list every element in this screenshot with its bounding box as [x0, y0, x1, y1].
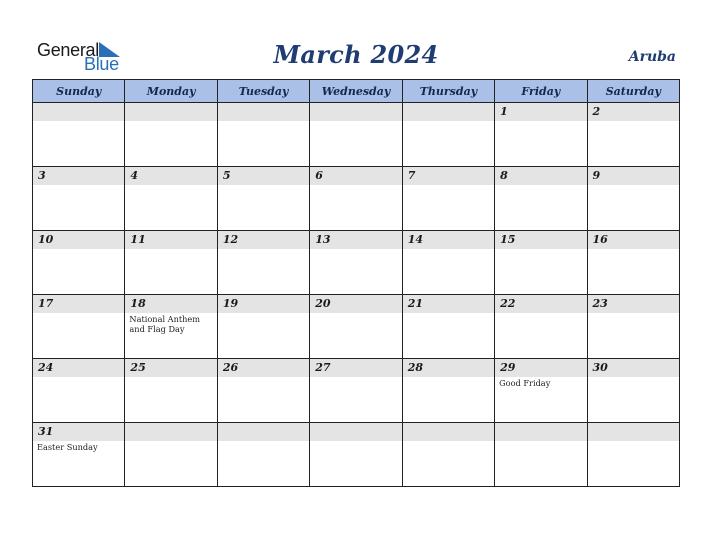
day-number-bar [310, 423, 401, 441]
day-cell [33, 231, 125, 295]
day-number: 28 [407, 361, 423, 374]
day-number-bar [33, 423, 124, 441]
day-number-bar [403, 103, 494, 121]
day-number-bar [218, 167, 309, 185]
day-cell [125, 359, 217, 423]
day-cell [495, 295, 587, 359]
day-cell [217, 295, 309, 359]
day-number-bar [495, 231, 586, 249]
day-number-bar [403, 231, 494, 249]
day-cell [495, 231, 587, 295]
day-number-bar [495, 423, 586, 441]
week-row [33, 423, 680, 487]
day-cell [587, 295, 679, 359]
day-cell [587, 103, 679, 167]
day-number-bar [495, 295, 586, 313]
day-number-bar [33, 359, 124, 377]
day-number: 21 [407, 297, 423, 310]
day-number: 20 [315, 297, 331, 310]
day-number: 24 [38, 361, 54, 374]
day-number: 13 [315, 233, 331, 246]
holiday-event: Good Friday [499, 378, 551, 388]
week-row [33, 359, 680, 423]
day-number-bar [495, 167, 586, 185]
week-row [33, 103, 680, 167]
day-number-bar [33, 231, 124, 249]
day-cell [33, 103, 125, 167]
day-cell [310, 231, 402, 295]
day-number: 31 [38, 425, 54, 438]
day-number-bar [125, 423, 216, 441]
day-cell [587, 359, 679, 423]
day-number-bar [310, 231, 401, 249]
day-cell [587, 167, 679, 231]
day-cell [402, 103, 494, 167]
day-number-bar [588, 423, 679, 441]
day-number: 14 [407, 233, 423, 246]
day-cell [402, 231, 494, 295]
day-cell [217, 103, 309, 167]
weekday-header: Tuesday [217, 80, 309, 103]
day-cell [402, 167, 494, 231]
day-cell [310, 359, 402, 423]
day-cell [495, 359, 587, 423]
day-number: 2 [592, 105, 601, 118]
day-number: 10 [38, 233, 54, 246]
day-number-bar [310, 167, 401, 185]
day-cell [125, 231, 217, 295]
day-number-bar [33, 295, 124, 313]
day-number-bar [588, 231, 679, 249]
holiday-event: National Anthem and Flag Day [129, 314, 201, 334]
day-cell [33, 167, 125, 231]
day-cell [125, 167, 217, 231]
country-label: Aruba [628, 49, 676, 65]
day-number: 26 [222, 361, 239, 374]
week-row [33, 295, 680, 359]
day-number-bar [310, 359, 401, 377]
day-number-bar [218, 231, 309, 249]
day-cell [217, 167, 309, 231]
day-number-bar [310, 295, 401, 313]
day-number-bar [125, 103, 216, 121]
day-number: 27 [315, 361, 331, 374]
day-number: 4 [130, 169, 139, 182]
day-cell [402, 295, 494, 359]
day-number: 12 [222, 233, 239, 246]
day-number-bar [403, 423, 494, 441]
day-cell [310, 103, 402, 167]
day-cell [33, 359, 125, 423]
day-number: 29 [500, 361, 516, 374]
day-number: 16 [592, 233, 608, 246]
day-cell [402, 359, 494, 423]
day-cell [217, 423, 309, 487]
day-number-bar [403, 167, 494, 185]
day-number: 30 [592, 361, 608, 374]
logo-text-general: General [37, 40, 99, 60]
day-cell [125, 103, 217, 167]
day-number-bar [125, 231, 216, 249]
day-cell [402, 423, 494, 487]
day-cell [33, 423, 125, 487]
day-number-bar [310, 103, 401, 121]
day-number-bar [403, 359, 494, 377]
day-number-bar [218, 103, 309, 121]
weekday-header: Saturday [587, 80, 679, 103]
logo-text-blue: Blue [84, 54, 119, 74]
weekday-header: Friday [495, 80, 587, 103]
calendar-grid [32, 79, 680, 487]
day-cell [125, 423, 217, 487]
day-number: 25 [130, 361, 146, 374]
calendar-title: March 2024 [273, 40, 439, 69]
day-number: 17 [38, 297, 54, 310]
day-cell [310, 167, 402, 231]
weekday-header: Sunday [33, 80, 125, 103]
day-number: 3 [38, 169, 46, 182]
day-cell [33, 295, 125, 359]
day-number: 1 [500, 105, 508, 118]
day-number-bar [218, 295, 309, 313]
day-cell [587, 231, 679, 295]
day-number-bar [33, 103, 124, 121]
day-cell [495, 167, 587, 231]
day-number-bar [588, 167, 679, 185]
day-number-bar [33, 167, 124, 185]
weekday-header-row [33, 80, 680, 103]
day-number: 23 [592, 297, 608, 310]
week-row [33, 231, 680, 295]
day-number: 11 [130, 233, 146, 246]
day-number-bar [588, 295, 679, 313]
day-cell [310, 295, 402, 359]
day-number-bar [588, 103, 679, 121]
day-number-bar [495, 103, 586, 121]
day-cell [310, 423, 402, 487]
day-cell [495, 423, 587, 487]
holiday-event: Easter Sunday [37, 442, 98, 452]
day-number-bar [125, 359, 216, 377]
day-number-bar [218, 423, 309, 441]
weekday-header: Thursday [402, 80, 494, 103]
day-number: 15 [500, 233, 516, 246]
day-number: 7 [407, 169, 416, 182]
day-cell [217, 231, 309, 295]
day-number: 22 [500, 297, 516, 310]
day-number: 8 [500, 169, 508, 182]
day-number: 18 [130, 297, 146, 310]
day-cell [495, 103, 587, 167]
day-number: 5 [222, 169, 231, 182]
day-cell [587, 423, 679, 487]
day-number: 9 [592, 169, 601, 182]
week-row [33, 167, 680, 231]
day-number: 19 [222, 297, 239, 310]
day-cell [217, 359, 309, 423]
weekday-header: Wednesday [310, 80, 402, 103]
day-number-bar [588, 359, 679, 377]
day-number-bar [495, 359, 586, 377]
day-number: 6 [315, 169, 323, 182]
day-number-bar [403, 295, 494, 313]
weekday-header: Monday [125, 80, 217, 103]
day-number-bar [125, 167, 216, 185]
day-cell [125, 295, 217, 359]
day-number-bar [218, 359, 309, 377]
day-number-bar [125, 295, 216, 313]
